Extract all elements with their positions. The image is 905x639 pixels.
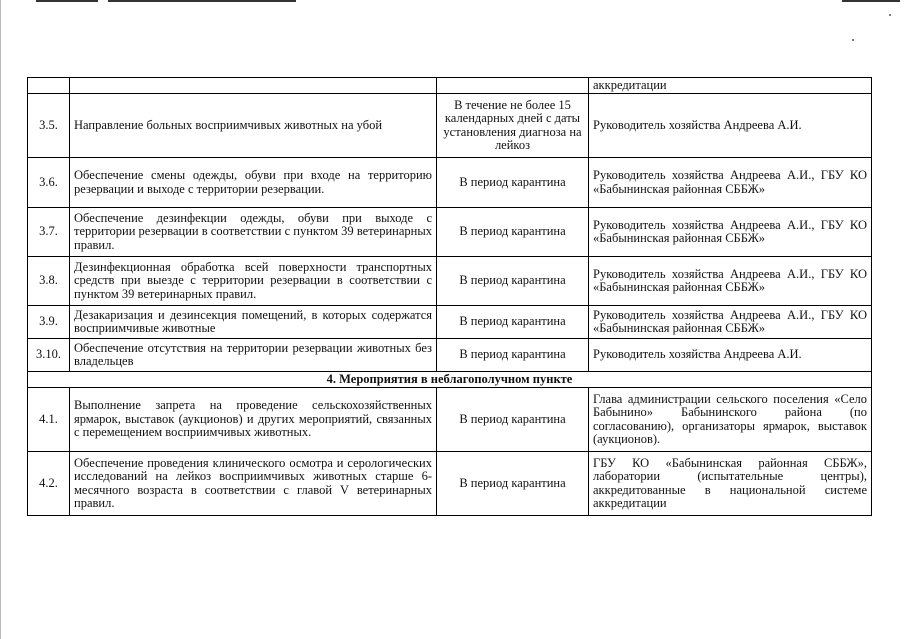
row-term [437,78,589,94]
row-action: Обеспечение дезинфекции одежды, обуви при выходе с территории резервации в соответствии с пунктом 39 ветеринарных правил. [70,208,437,257]
row-responsible: Глава администрации сельского поселения «Село Бабынино» Бабынинского района (по согласованию), организаторы ярмарок, выставок (аукционов). [589,388,872,452]
row-term: В период карантина [437,306,589,339]
table-row [28,452,872,516]
row-responsible: Руководитель хозяйства Андреева А.И., ГБУ КО «Бабынинская районная СББЖ» [589,208,872,257]
table-row [28,306,872,339]
row-number: 4.2. [28,452,70,516]
row-term: В период карантина [437,257,589,306]
scan-edge [0,0,1,639]
row-responsible: Руководитель хозяйства Андреева А.И., ГБУ КО «Бабынинская районная СББЖ» [589,306,872,339]
row-action: Дезакаризация и дезинсекция помещений, в которых содержатся восприимчивые животные [70,306,437,339]
row-action: Выполнение запрета на проведение сельскохозяйственных ярмарок, выставок (аукционов) и других мероприятий, связанных с перемещением восприимчивых животных. [70,388,437,452]
row-number: 3.6. [28,158,70,208]
scan-artifact-line [108,0,296,2]
row-term: В период карантина [437,158,589,208]
scan-speck [852,39,854,41]
row-responsible: Руководитель хозяйства Андреева А.И., ГБУ КО «Бабынинская районная СББЖ» [589,257,872,306]
row-responsible: Руководитель хозяйства Андреева А.И. [589,339,872,372]
row-term: В период карантина [437,388,589,452]
scan-artifact-line [842,0,900,2]
scan-artifact-line [36,0,98,2]
table-row [28,339,872,372]
row-number: 3.8. [28,257,70,306]
row-responsible: Руководитель хозяйства Андреева А.И. [589,94,872,158]
row-term: В период карантина [437,339,589,372]
row-responsible: аккредитации [589,78,872,94]
row-responsible: Руководитель хозяйства Андреева А.И., ГБУ КО «Бабынинская районная СББЖ» [589,158,872,208]
row-action: Обеспечение отсутствия на территории резервации животных без владельцев [70,339,437,372]
table-row [28,208,872,257]
table-row [28,94,872,158]
table-row [28,388,872,452]
row-number: 3.5. [28,94,70,158]
row-action: Обеспечение смены одежды, обуви при входе на территорию резервации и выходе с территории резервации. [70,158,437,208]
row-number: 4.1. [28,388,70,452]
scan-speck [889,14,891,16]
row-number: 3.9. [28,306,70,339]
row-number: 3.10. [28,339,70,372]
row-term: В течение не более 15 календарных дней с даты установления диагноза на лейкоз [437,94,589,158]
row-number: 3.7. [28,208,70,257]
section-row [28,372,872,388]
table-row [28,158,872,208]
row-responsible: ГБУ КО «Бабынинская районная СББЖ», лаборатории (испытательные центры), аккредитованные в национальной системе аккредитации [589,452,872,516]
table-row [28,257,872,306]
table-row [28,78,872,94]
row-term: В период карантина [437,452,589,516]
row-term: В период карантина [437,208,589,257]
row-action: Направление больных восприимчивых животных на убой [70,94,437,158]
row-action: Дезинфекционная обработка всей поверхности транспортных средств при выезде с территории резервации в соответствии с пунктом 39 ветеринарных правил. [70,257,437,306]
section-heading: 4. Мероприятия в неблагополучном пункте [28,372,872,388]
row-action [70,78,437,94]
measures-table [27,77,872,516]
row-action: Обеспечение проведения клинического осмотра и серологических исследований на лейкоз восприимчивых животных старше 6-месячного возраста в соответствии с главой V ветеринарных правил. [70,452,437,516]
row-number [28,78,70,94]
